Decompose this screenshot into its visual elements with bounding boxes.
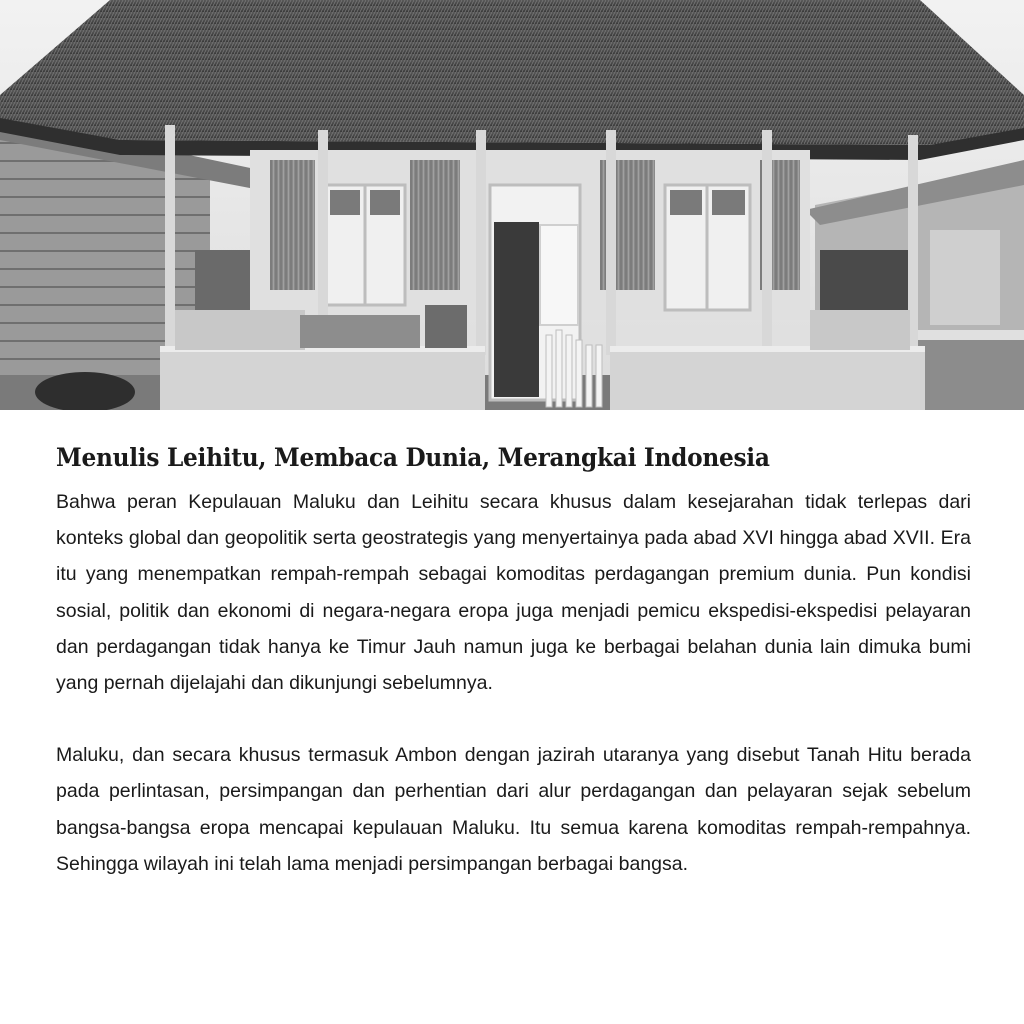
- article: [56, 438, 971, 882]
- article-paragraph-2: Maluku, dan secara khusus termasuk Ambon dengan jazirah utaranya yang disebut Tanah Hitu berada pada perlintasan, persimpangan dan perhentian dari alur perdagangan dan pelayaran sejak sebelum bangsa-bangsa eropa mencapai kepulauan Maluku. Itu semua karena komoditas rempah-rempahnya. Sehingga wilayah ini telah lama menjadi persimpangan berbagai bangsa.: [56, 744, 971, 875]
- house-photo: [0, 0, 1024, 410]
- house-photo-drawing: [0, 0, 1024, 410]
- article-title: Menulis Leihitu, Membaca Dunia, Merangkai Indonesia: [56, 443, 770, 472]
- article-paragraph-1: Bahwa peran Kepulauan Maluku dan Leihitu secara khusus dalam kesejarahan tidak terlepas dari konteks global dan geopolitik serta geostrategis yang menyertainya pada abad XVI hingga abad XVII. Era itu yang menempatkan rempah-rempah sebagai komoditas perdagangan premium dunia. Pun kondisi sosial, politik dan ekonomi di negara-negara eropa juga menjadi pemicu ekspedisi-ekspedisi pelayaran dan perdagangan tidak hanya ke Timur Jauh namun juga ke berbagai belahan dunia lain dimuka bumi yang pernah dijelajahi dan dikunjungi sebelumnya.: [56, 491, 971, 695]
